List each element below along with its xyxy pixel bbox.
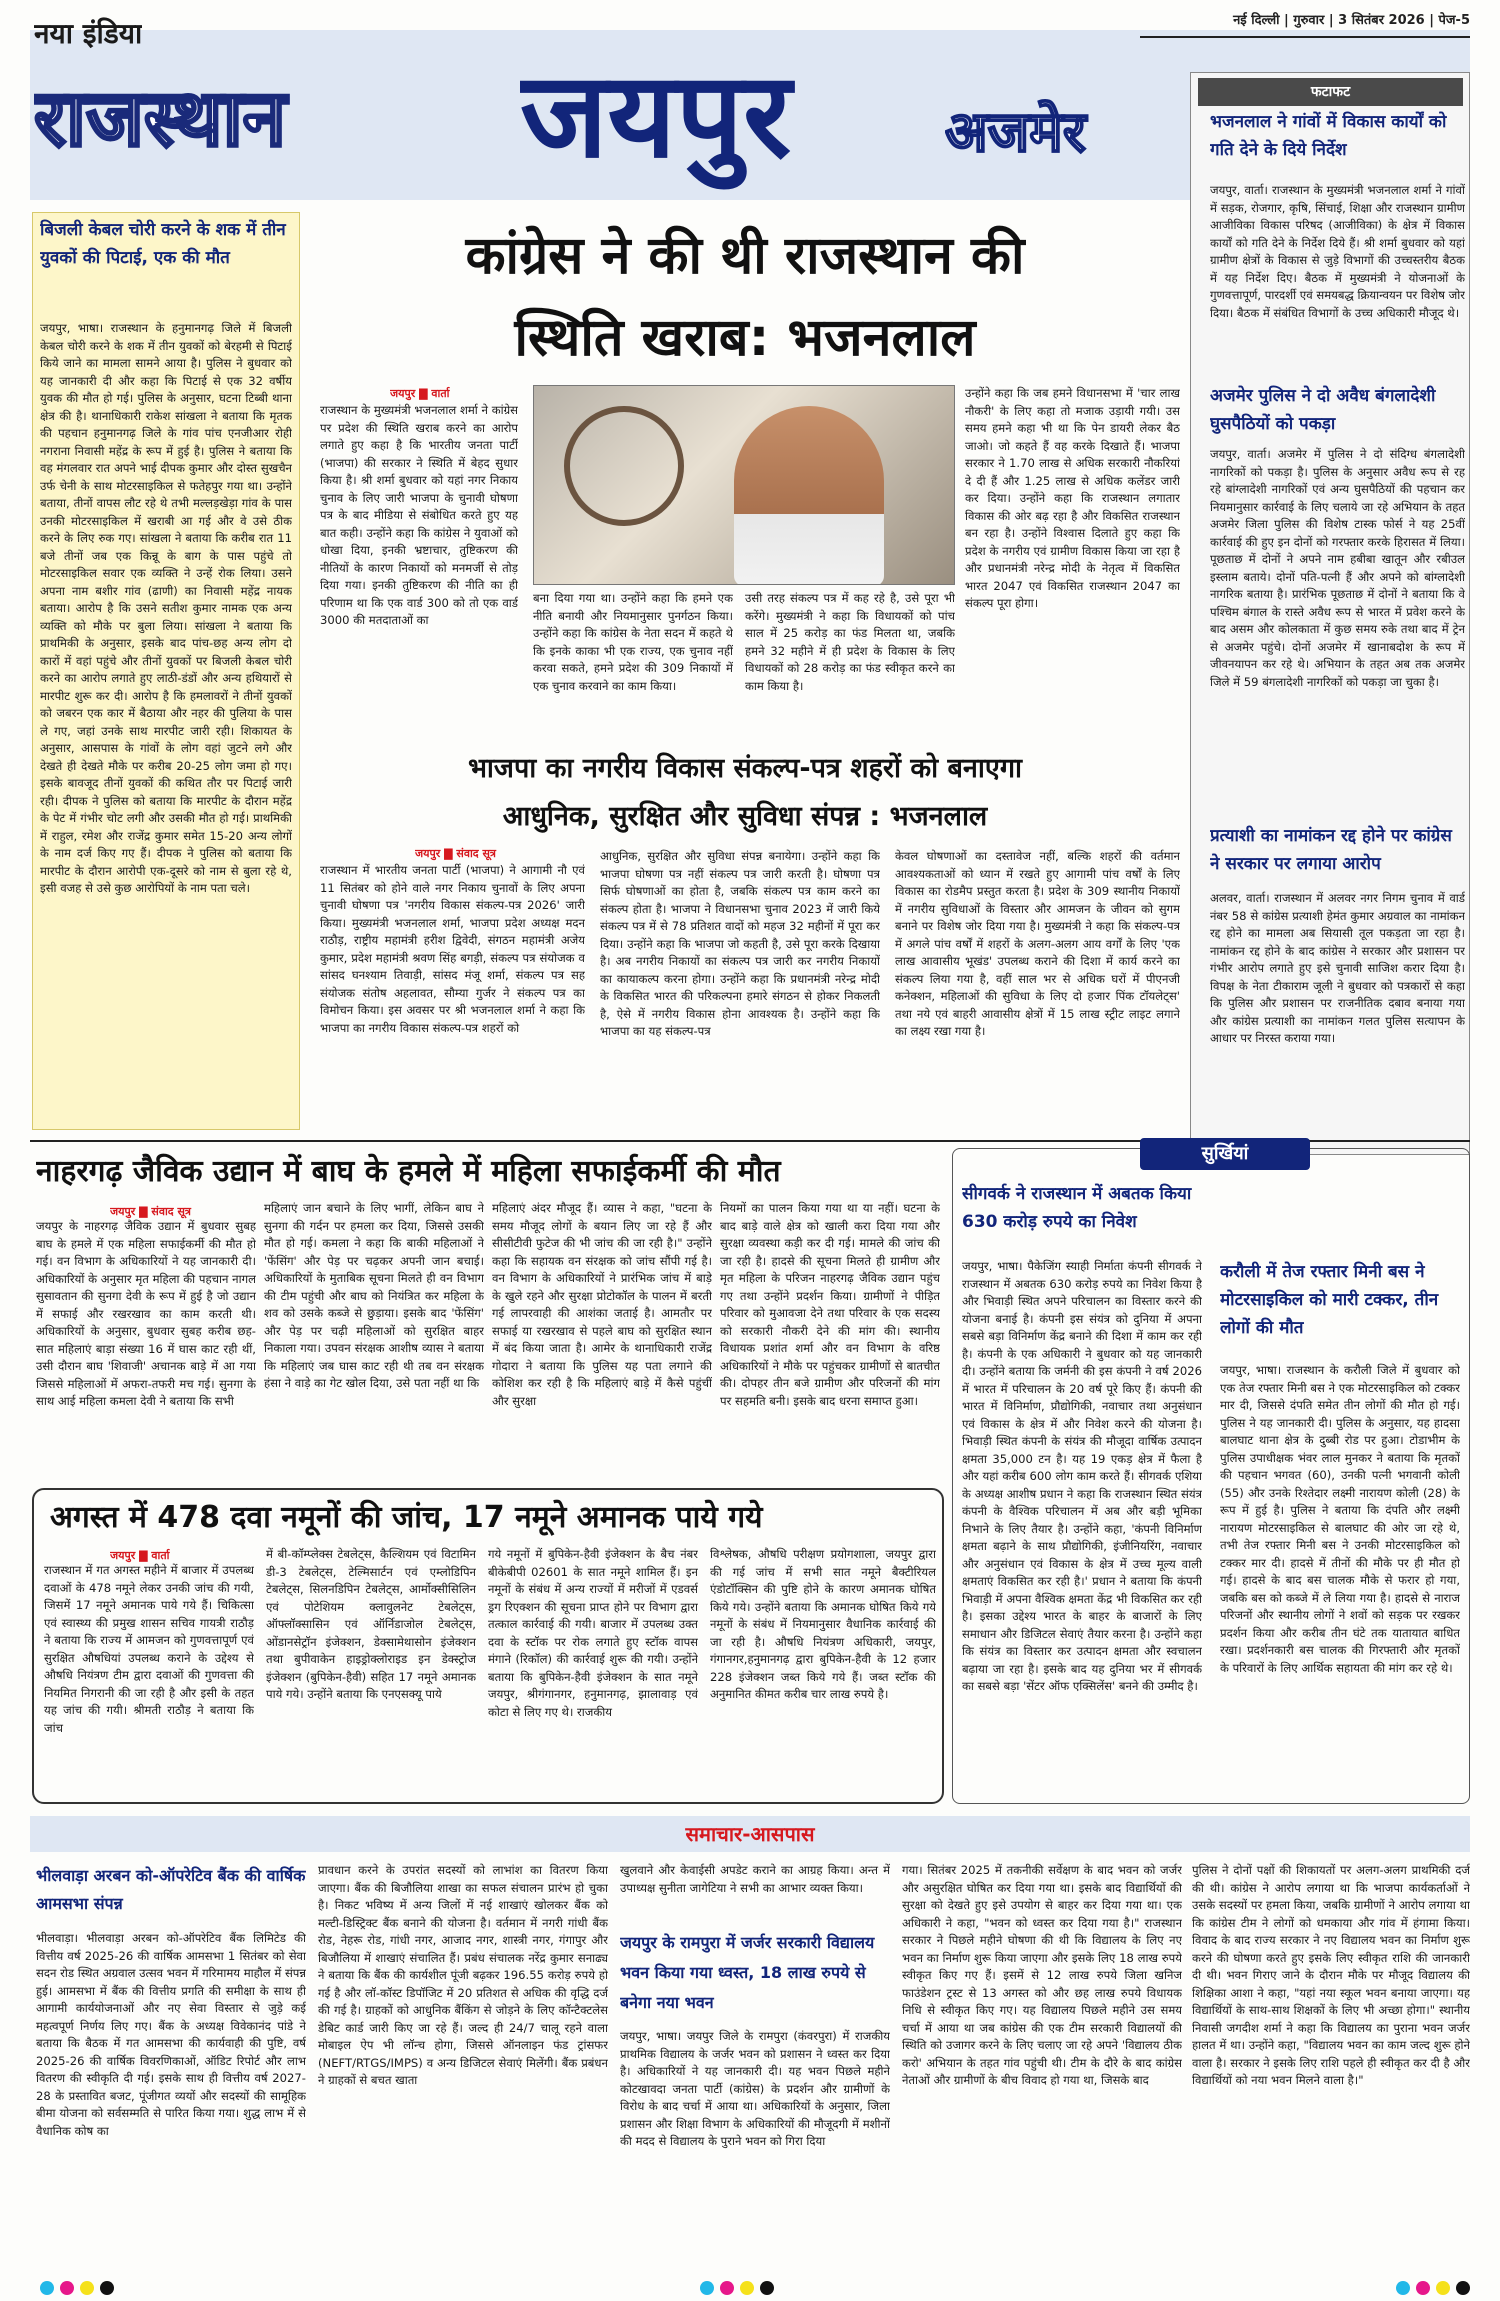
city-main-title: जयपुर (520, 46, 792, 184)
nahargarh-headline: नाहरगढ़ जैविक उद्यान में बाघ के हमले में महिला सफाईकर्मी की मौत (36, 1154, 781, 1189)
dawa-headline: अगस्त में 478 दवा नमूनों की जांच, 17 नमूने अमानक पाये गये (50, 1500, 763, 1535)
aaspaas-headline-2: जयपुर के रामपुरा में जर्जर सरकारी विद्यालय भवन किया गया ध्वस्त, 18 लाख रुपये से बनेगा नया भवन (620, 1933, 875, 2012)
dawa-column-1: राजस्थान में गत अगस्त महीने में बाजार में उपलब्ध दवाओं के 478 नमूने लेकर उनकी जांच की गयी, जिसमें 17 नमूने अमानक पाये गये हैं। चिकित्सा एवं स्वास्थ्य की प्रमुख शासन सचिव गायत्री राठौड़ ने बताया कि राज्य में आमजन को गुणवत्तापूर्ण एवं सुरक्षित औषधियां उपलब्ध कराने के उद्देश्य से औषधि नियंत्रण टीम द्वारा दवाओं की गुणवत्ता की नियमित निगरानी की जा रही है और इसी के तहत यह जांच की गयी। श्रीमती राठौड़ ने बताया कि जांच (44, 1563, 254, 1735)
bijli-headline: बिजली केबल चोरी करने के शक में तीन युवकों की पिटाई, एक की मौत (40, 220, 286, 268)
dawa-column-4: विश्लेषक, औषधि परीक्षण प्रयोगशाला, जयपुर द्वारा की गई जांच में सभी सात नमूने बैक्टीरियल एंडोटॉक्सिन की पुष्टि होने के कारण अमानक घोषित किये गये। उन्होंने बताया कि अमानक घोषित किये गये नमूनों के संबंध में नियमानुसार वैधानिक कार्रवाई की जा रही है। औषधि नियंत्रण अधिकारी, जयपुर, गंगानगर,हनुमानगढ़ द्वारा बुपिकेन-हैवी के 12 हजार 228 इंजेक्शन जब्त किये गये हैं। जब्त स्टॉक की अनुमानित कीमत करीब चार लाख रुपये है। (710, 1547, 936, 1701)
city-sub-title: अजमेर (945, 99, 1086, 165)
bjp-headline-1: भाजपा का नगरीय विकास संकल्प-पत्र शहरों को बनाएगा (467, 753, 1023, 784)
bjp-column-3: केवल घोषणाओं का दस्तावेज नहीं, बल्कि शहरों की वर्तमान आवश्यकताओं को ध्यान में रखते हुए आगामी पांच वर्षों के लिए विकास का रोडमैप प्रस्तुत करता है। प्रदेश के 309 स्थानीय निकायों में नगरीय सुविधाओं के विस्तार और आमजन के जीवन को सुगम बनाने पर विशेष जोर दिया गया है। मुख्यमंत्री ने कहा कि संकल्प-पत्र में अगले पांच वर्षों में शहरों के अलग-अलग आय वर्गों के लिए 'एक लाख आवासीय भूखंड' उपलब्ध कराने की दिशा में कार्य करने का संकल्प लिया गया है, वहीं साल भर से अधिक घरों में पीएनजी कनेक्शन, महिलाओं की सुविधा के लिए दो हजार पिंक टॉयलेट्स' तथा नये एवं बाहरी आवासीय क्षेत्रों में 15 लाख स्ट्रीट लाइट लगाने का लक्ष्य रखा गया है। (895, 849, 1180, 1038)
section-title: राजस्थान (34, 73, 287, 164)
lead-column-1: राजस्थान के मुख्यमंत्री भजनलाल शर्मा ने कांग्रेस पर प्रदेश की स्थिति खराब करने का आरोप लगाते हुए कहा है कि भारतीय जनता पार्टी (भाजपा) की सरकार ने स्थिति में बेहद सुधार किया है। श्री शर्मा बुधवार को यहां नगर निकाय चुनाव के लिए जारी भाजपा के चुनावी घोषणा पत्र के बाद मीडिया से संबोधित करते हुए यह बात कही। उन्होंने कहा कि कांग्रेस ने युवाओं को धोखा दिया, इनकी भ्रष्टाचार, तुष्टिकरण की नीतियों के कारण निकायों को मनमर्जी से तोड़ दिया गया। इनकी तुष्टिकरण की नीति का ही परिणाम था कि एक वार्ड 300 को तो एक वार्ड 3000 की मतदाताओं का (320, 403, 518, 627)
surkhiyan-headline-1: सीगवर्क ने राजस्थान में अबतक किया 630 करोड़ रुपये का निवेश (962, 1184, 1192, 1232)
nahargarh-column-4: नियमों का पालन किया गया था या नहीं। घटना के बाद बाड़े वाले क्षेत्र को खाली करा दिया गया और सुरक्षा व्यवस्था कड़ी कर दी गई। मामले की जांच की जा रही है। हादसे की सूचना मिलते ही ग्रामीण और मृत महिला के परिजन नाहरगढ़ जैविक उद्यान पहुंच गए तथा उन्होंने प्रदर्शन किया। ग्रामीणों ने पीड़ित परिवार को मुआवजा देने तथा परिवार के एक सदस्य को सरकारी नौकरी देने की मांग की। स्थानीय विधायक प्रशांत शर्मा और वन विभाग के वरिष्ठ अधिकारियों ने मौके पर पहुंचकर ग्रामीणों से बातचीत की। दोपहर तीन बजे ग्रामीण और परिजनों की मांग पर सहमति बनी। इसके बाद धरना समाप्त हुआ। (720, 1201, 940, 1408)
dawa-byline: जयपुर ▇ वार्ता (110, 1549, 170, 1562)
dateline: नई दिल्ली | गुरुवार | 3 सितंबर 2026 | पेज-5 (1233, 13, 1470, 28)
chief-minister-portrait (734, 406, 884, 585)
lead-headline-2: स्थिति खराब: भजनलाल (514, 308, 976, 368)
aaspaas-story-1: भीलवाड़ा। भीलवाड़ा अरबन को-ऑपरेटिव बैंक लिमिटेड की वित्तीय वर्ष 2025-26 की वार्षिक आमसभा 1 सितंबर को सेवा सदन रोड स्थित अग्रवाल उत्सव भवन में गरिमामय माहौल में संपन्न हुई। आमसभा में बैंक की वित्तीय प्रगति की समीक्षा के साथ ही आगामी कार्ययोजनाओं और नए सेवा विस्तार से जुड़े कई महत्वपूर्ण निर्णय लिए गए। बैंक के अध्यक्ष विवेकानंद पांडे ने बताया कि बैठक में गत आमसभा की कार्यवाही की पुष्टि, वर्ष 2025-26 की वार्षिक विवरणिकाओं, ऑडिट रिपोर्ट और लाभ वितरण की स्वीकृति दी गई। इसके साथ ही वित्तीय वर्ष 2027-28 के प्रस्तावित बजट, पूंजीगत व्ययों और सदस्यों की सामूहिक बीमा योजना को सर्वसम्मति से पारित किया गया। शुद्ध लाभ में से वैधानिक कोष का (36, 1931, 306, 2138)
lead-photo (533, 385, 955, 585)
aaspaas-story-5: पुलिस ने दोनों पक्षों की शिकायतों पर अलग-अलग प्राथमिकी दर्ज की थी। कांग्रेस ने आरोप लगाया था कि भाजपा कार्यकर्ताओं ने उसके सदस्यों पर हमला किया, जबकि ग्रामीणों ने आरोप लगाया था कि कांग्रेस टीम ने लोगों को धमकाया और गांव में हंगामा किया। विवाद के बाद राज्य सरकार ने नए विद्यालय भवन का निर्माण शुरू करने की घोषणा करते हुए इसके लिए स्वीकृत राशि की जानकारी दी थी। भवन गिराए जाने के दौरान मौके पर मौजूद विद्यालय की शिक्षिका आशा ने कहा, "यहां नया स्कूल भवन बनाया जाएगा। यह विद्यार्थियों के साथ-साथ शिक्षकों के लिए भी अच्छा होगा।" स्थानीय निवासी जगदीश शर्मा ने कहा कि विद्यालय का पुराना भवन जर्जर हालत में था। उन्होंने कहा, "विद्यालय भवन का काम जल्द शुरू होने वाला है। सरकार ने इसके लिए राशि पहले ही स्वीकृत कर दी है और विद्यार्थियों को नया भवन मिलने वाला है।" (1192, 1863, 1470, 2087)
dawa-column-3: गये नमूनों में बुपिकेन-हैवी इंजेक्शन के बैच नंबर बीकेबीपी 02601 के सात नमूने शामिल हैं। इन नमूनों के संबंध में अन्य राज्यों में मरीजों में एडवर्स ड्रग रिएक्शन की सूचना प्राप्त होने पर विभाग द्वारा तत्काल कार्रवाई की गयी। बाजार में उपलब्ध उक्त दवा के स्टॉक पर रोक लगाते हुए स्टॉक वापस मंगाने (रिकॉल) की कार्रवाई शुरू की गयी। उन्होंने बताया कि बुपिकेन-हैवी इंजेक्शन के सात नमूने जयपुर, श्रीगंगानगर, हनुमानगढ़, झालावाड़ एवं कोटा से लिए गए थे। राजकीय (488, 1547, 698, 1719)
bjp-column-1: राजस्थान में भारतीय जनता पार्टी (भाजपा) ने आगामी नौ एवं 11 सितंबर को होने वाले नगर निकाय चुनावों के लिए अपना चुनावी घोषणा पत्र 'नगरीय विकास संकल्प-पत्र 2026' जारी किया। मुख्यमंत्री भजनलाल शर्मा, भाजपा प्रदेश अध्यक्ष मदन राठौड़, राष्ट्रीय महामंत्री हरीश द्विवेदी, संगठन महामंत्री अजेय कुमार, प्रदेश महामंत्री श्रवण सिंह बगड़ी, संकल्प पत्र संयोजक व सांसद घनश्याम तिवाड़ी, सांसद मंजू शर्मा, संकल्प पत्र सह संयोजक संतोष अहलावत, सौम्या गुर्जर ने संकल्प पत्र का विमोचन किया। इस अवसर पर श्री भजनलाल शर्मा ने कहा कि भाजपा का नगरीय विकास संकल्प-पत्र शहरों को (320, 863, 585, 1035)
surkhiyan-story-2: जयपुर, भाषा। राजस्थान के करौली जिले में बुधवार को एक तेज रफ्तार मिनी बस ने एक मोटरसाइकिल को टक्कर मार दी, जिससे दंपति समेत तीन लोगों की मौत हो गई। पुलिस ने यह जानकारी दी। पुलिस के अनुसार, यह हादसा बालघाट थाना क्षेत्र के दुब्बी रोड पर हुआ। टोडाभीम के पुलिस उपाधीक्षक भंवर लाल मुनकर ने बताया कि मृतकों की पहचान भगवत (60), उनकी पत्नी भगवानी कोली (55) और उनके रिश्तेदार लक्ष्मी नारायण कोली (28) के रूप में हुई है। पुलिस ने बताया कि दंपति और लक्ष्मी नारायण मोटरसाइकिल से बालघाट की ओर जा रहे थे, तभी तेज रफ्तार मिनी बस ने उनकी मोटरसाइकिल को टक्कर मार दी। हादसे में तीनों की मौके पर ही मौत हो गई। हादसे के बाद बस चालक मौके से फरार हो गया, जबकि बस को कब्जे में ले लिया गया है। हादसे से नाराज परिजनों और स्थानीय लोगों ने शवों को सड़क पर रखकर प्रदर्शन किया और करीब तीन घंटे तक यातायात बाधित रखा। प्रदर्शनकारी बस चालक की गिरफ्तारी और मृतकों के परिवारों के लिए आर्थिक सहायता की मांग कर रहे थे। (1220, 1363, 1460, 1675)
nahargarh-column-2: महिलाएं जान बचाने के लिए भागीं, लेकिन बाघ ने सुनगा की गर्दन पर हमला कर दिया, जिससे उसकी मौत हो गई। कमला ने कहा कि बाकी महिलाओं ने 'फेंसिंग' और पेड़ पर चढ़कर अपनी जान बचाई। अधिकारियों के मुताबिक सूचना मिलते ही वन विभाग की टीम पहुंची और बाघ को नियंत्रित कर महिला के शव को उसके कब्जे से छुड़ाया। इसके बाद 'फेंसिंग' और पेड़ पर चढ़ी महिलाओं को सुरक्षित बाहर निकाला गया। उपवन संरक्षक आशीष व्यास ने बताया कि महिलाएं जब घास काट रही थी तब वन संरक्षक हंसा ने वाड़े का गेट खोल दिया, उसे पता नहीं था कि (264, 1201, 484, 1390)
aaspaas-label: समाचार-आसपास (685, 1822, 815, 1846)
fatafat-headline-3: प्रत्याशी का नामांकन रद्द होने पर कांग्रेस ने सरकार पर लगाया आरोप (1210, 826, 1452, 874)
surkhiyan-headline-2: करौली में तेज रफ्तार मिनी बस ने मोटरसाइकिल को मारी टक्कर, तीन लोगों की मौत (1220, 1262, 1439, 1338)
nahargarh-column-3: महिलाएं अंदर मौजूद हैं। व्यास ने कहा, "घटना के समय मौजूद लोगों के बयान लिए जा रहे हैं और सीसीटीवी फुटेज की भी जांच की जा रही है।" उन्होंने कहा कि सहायक वन संरक्षक को जांच सौंपी गई है। वन विभाग के अधिकारियों ने प्रारंभिक जांच में बाड़े के खुले रहने और सुरक्षा प्रोटोकॉल के पालन में बरती गई लापरवाही की आशंका जताई है। आमतौर पर सफाई या रखरखाव से पहले बाघ को सुरक्षित स्थान में बंद किया जाता है। आमेर के थानाधिकारी राजेंद्र गोदारा ने बताया कि पुलिस यह पता लगाने की कोशिश कर रही है कि महिलाएं बाड़े में कैसे पहुंचीं और सुरक्षा (492, 1201, 712, 1408)
aaspaas-story-2: प्रावधान करने के उपरांत सदस्यों को लाभांश का वितरण किया जाएगा। बैंक की बिजौलिया शाखा का सफल संचालन प्रारंभ हो चुका है। निकट भविष्य में अन्य जिलों में नई शाखाएं खोलकर बैंक को मल्टी-डिस्ट्रिक्ट बैंक बनाने की योजना है। वर्तमान में नगरी गांधी बैंक रोड, नेहरू रोड, गांधी नगर, आजाद नगर, शास्त्री नगर, गंगापुर और बिजौलिया में शाखाएं संचालित हैं। प्रबंध संचालक नरेंद्र कुमार सनाढ्य ने बताया कि बैंक की कार्यशील पूंजी बढ़कर 196.55 करोड़ रुपये हो गई है और लॉ-कॉस्ट डिपॉजिट में 20 प्रतिशत से अधिक की वृद्धि दर्ज की गई है। ग्राहकों को आधुनिक बैंकिंग से जोड़ने के लिए कॉन्टैक्टलेस डेबिट कार्ड जारी किए जा रहे हैं। जल्द ही 24/7 चालू रहने वाला मोबाइल ऐप भी लॉन्च होगा, जिससे ऑनलाइन फंड ट्रांसफर (NEFT/RTGS/IMPS) व अन्य डिजिटल सेवाएं मिलेंगी। बैंक प्रबंधन ने ग्राहकों से बचत खाता (318, 1863, 608, 2087)
aaspaas-story-4: गया। सितंबर 2025 में तकनीकी सर्वेक्षण के बाद भवन को जर्जर और असुरक्षित घोषित कर दिया गया था। इसके बाद विद्यार्थियों की सुरक्षा को देखते हुए इसे उपयोग से बाहर कर दिया गया था। एक अधिकारी ने कहा, "भवन को ध्वस्त कर दिया गया है।" राजस्थान सरकार ने पिछले महीने घोषणा की थी कि विद्यालय के लिए नए भवन का निर्माण शुरू किया जाएगा और इसके लिए 18 लाख रुपये स्वीकृत किए गए हैं। इसमें से 12 लाख रुपये जिला खनिज फाउंडेशन ट्रस्ट से 13 अगस्त को और छह लाख रुपये विधायक निधि से स्वीकृत किए गए। यह विद्यालय पिछले महीने उस समय चर्चा में आया था जब कांग्रेस की एक टीम सरकारी विद्यालयों की स्थिति को उजागर करने के लिए चलाए जा रहे अपने 'विद्यालय ठीक करो' अभियान के तहत गांव पहुंची थी। टीम के दौरे के बाद कांग्रेस नेताओं और ग्रामीणों के बीच विवाद हो गया था, जिसके बाद (902, 1863, 1182, 2087)
brand-logo: नया इंडिया (34, 17, 143, 50)
bjp-column-2: आधुनिक, सुरक्षित और सुविधा संपन्न बनायेगा। उन्होंने कहा कि भाजपा घोषणा पत्र नहीं संकल्प पत्र जारी करती है। घोषणा पत्र सिर्फ घोषणाओं का होता है, जबकि संकल्प पत्र काम करने का संकल्प होता है। भाजपा ने विधानसभा चुनाव 2023 में जारी किये संकल्प पत्र में से 78 प्रतिशत वादों को महज 32 महीनों में पूरा कर दिया। उन्होंने कहा कि भाजपा जो कहती है, उसे पूरा करके दिखाया है। अब नगरीय निकायों का संकल्प पत्र जारी कर नगरीय निकायों का कायाकल्प करना होगा। उन्होंने कहा कि प्रधानमंत्री नरेन्द्र मोदी के विकसित भारत की परिकल्पना हमारे संगठन से होकर निकलती है, ऐसे में नगरीय विकास होना आवश्यक है। उन्होंने कहा कि भाजपा का यह संकल्प-पत्र (600, 849, 880, 1038)
bjp-byline: जयपुर ▇ संवाद सूत्र (415, 847, 496, 860)
aaspaas-story-3-top: खुलवाने और केवाईसी अपडेट कराने का आग्रह किया। अन्त में उपाध्यक्ष सुनीता जागेटिया ने सभी का आभार व्यक्त किया। (620, 1863, 890, 1895)
fatafat-story-3: अलवर, वार्ता। राजस्थान में अलवर नगर निगम चुनाव में वार्ड नंबर 58 से कांग्रेस प्रत्याशी हेमंत कुमार अग्रवाल का नामांकन रद्द होने का मामला अब सियासी तूल पकड़ता जा रहा है। नामांकन रद्द होने के बाद कांग्रेस ने सरकार और प्रशासन पर गंभीर आरोप लगाते हुए इसे चुनावी साजिश करार दिया है। विपक्ष के नेता टीकाराम जूली ने बुधवार को पत्रकारों से कहा कि पुलिस और प्रशासन पर राजनीतिक दबाव बनाया गया और कांग्रेस प्रत्याशी का नामांकन गलत पुलिस सत्यापन के आधार पर निरस्त कराया गया। (1210, 891, 1465, 1045)
fatafat-label: फटाफट (1198, 78, 1463, 106)
aaspaas-headline-1: भीलवाड़ा अरबन को-ऑपरेटिव बैंक की वार्षिक आमसभा संपन्न (36, 1866, 306, 1913)
lead-byline: जयपुर ▇ वार्ता (390, 387, 450, 400)
color-registration-center (700, 2281, 774, 2295)
fatafat-story-1: जयपुर, वार्ता। राजस्थान के मुख्यमंत्री भजनलाल शर्मा ने गांवों में सड़क, रोजगार, कृषि, सिंचाई, शिक्षा और राजस्थान ग्रामीण आजीविका विकास परिषद (आजीविका) के क्षेत्र में विकास कार्यों को गति देने के निर्देश दिये हैं। श्री शर्मा बुधवार को यहां ग्रामीण क्षेत्रों के विकास से जुड़े विभागों की उच्चस्तरीय बैठक में यह निर्देश दिए। बैठक में मुख्यमंत्री ने योजनाओं के गुणवत्तापूर्ण, पारदर्शी एवं समयबद्ध क्रियान्वयन पर विशेष जोर दिया। बैठक में संबंधित विभागों के उच्च अधिकारी मौजूद थे। (1210, 183, 1465, 320)
bjp-headline-2: आधुनिक, सुरक्षित और सुविधा संपन्न : भजनलाल (502, 801, 988, 832)
fatafat-story-2: जयपुर, वार्ता। अजमेर में पुलिस ने दो संदिग्ध बंगलादेशी नागरिकों को पकड़ा है। पुलिस के अनुसार अवैध रूप से रह रहे बांग्लादेशी नागरिकों एवं अन्य घुसपैठियों की पहचान कर नियमानुसार कार्रवाई के लिए चलाये जा रहे अभियान के तहत अजमेर जिला पुलिस की विशेष टास्क फोर्स ने यह 25वीं कार्रवाई की हुए इन दोनों को गरफ्तार करके हिरासत में लिया। पूछताछ में दोनों ने अपने नाम हबीबा खातून और रबीउल इस्लाम बताये। दोनों पति-पत्नी हैं और अपने को बांग्लादेशी नागरिक बताया है। प्रारंभिक पूछताछ में दोनों ने बताया कि वे पश्चिम बंगाल के रास्ते अवैध रूप से भारत में प्रवेश करने के बाद असम और कोलकाता में कुछ समय रुके तथा बाद में ट्रेन से अजमेर पहुंचे। दोनों अजमेर में खानाबदोश के रूप में जीवनयापन कर रहे थे। अभियान के तहत अब तक अजमेर जिले में 59 बंगलादेशी नागरिकों को पकड़ा जा चुका है। (1210, 447, 1465, 689)
fatafat-headline-1: भजनलाल ने गांवों में विकास कार्यों को गति देने के दिये निर्देश (1210, 112, 1447, 160)
lead-column-2: बना दिया गया था। उन्होंने कहा कि हमने एक नीति बनायी और नियमानुसार पुनर्गठन किया। उन्होंने कहा कि कांग्रेस के नेता सदन में कहते थे कि इनके काका भी एक राज्य, एक चुनाव नहीं करवा सकते, हमने प्रदेश की 309 निकायों में एक चुनाव करवाने का काम किया। (533, 591, 733, 693)
color-registration-right (1396, 2281, 1470, 2295)
nahargarh-column-1: जयपुर के नाहरगढ़ जैविक उद्यान में बुधवार सुबह बाघ के हमले में एक महिला सफाईकर्मी की मौत हो गई। वन विभाग के अधिकारियों ने यह जानकारी दी। अधिकारियों के अनुसार मृत महिला की पहचान नागल सुसावतान की सुनगा देवी के रूप में हुई है जो उद्यान में सफाई और रखरखाव का काम करती थी। अधिकारियों के अनुसार, बुधवार सुबह करीब छह-सात महिलाएं बाड़ा संख्या 16 में घास काट रही थीं, उसी दौरान बाघ 'शिवाजी' अचानक बाड़े में आ गया जिससे महिलाओं में अफरा-तफरी मच गई। सुनगा के साथ आई महिला कमला देवी ने बताया कि सभी (36, 1219, 256, 1408)
color-registration-left (40, 2281, 114, 2295)
dawa-column-2: में बी-कॉम्प्लेक्स टेबलेट्स, कैल्शियम एवं विटामिन डी-3 टेबलेट्स, टेल्मिसार्टन एवं एम्लोडिपिन टेबलेट्स, सिलनडिपिन टेबलेट्स, आर्मोक्सीसिलिन एवं पोटेशियम क्लावुलनेट टेबलेट्स, ऑफ्लॉक्सासिन एवं ऑर्निडाजोल टेबलेट्स, ओंडानसेट्रॉन इंजेक्शन, डेक्सामेथासोन इंजेक्शन तथा बुपीवाकेन हाइड्रोक्लोराइड इन डेक्स्ट्रोज इंजेक्शन (बुपिकेन-हैवी) सहित 17 नमूने अमानक पाये गये। उन्होंने बताया कि एनएसक्यू पाये (266, 1547, 476, 1701)
lead-column-3: उसी तरह संकल्प पत्र में कह रहे है, उसे पूरा भी करेंगे। मुख्यमंत्री ने कहा कि विधायकों को पांच साल में 25 करोड़ का फंड मिलता था, जबकि हमने 32 महीने में ही प्रदेश के विकास के लिए विधायकों को 28 करोड़ का फंड स्वीकृत करने का काम किया है। (745, 591, 955, 693)
surkhiyan-label: सुर्खियां (1140, 1138, 1310, 1170)
charkha-graphic (564, 406, 684, 526)
fatafat-headline-2: अजमेर पुलिस ने दो अवैध बंगलादेशी घुसपैठियों को पकड़ा (1210, 386, 1436, 434)
lead-column-4: उन्होंने कहा कि जब हमने विधानसभा में 'चार लाख नौकरी' के लिए कहा तो मजाक उड़ायी गयी। उस समय हमने कहा भी था कि पेन डायरी लेकर बैठ जाओ। जो कहते हैं वह करके दिखाते हैं। भाजपा सरकार ने 1.70 लाख से अधिक सरकारी नौकरियां दे दी हैं और 1.25 लाख से अधिक कलेंडर जारी कर दिया। उन्होंने कहा कि राजस्थान लगातार विकास की ओर बढ़ रहा है और विकसित राजस्थान बन रहा है। उन्होंने विश्वास दिलाते हुए कहा कि प्रदेश के नगरीय एवं ग्रामीण विकास किया जा रहा है और प्रधानमंत्री नरेन्द्र मोदी के नेतृत्व में विकसित भारत 2047 एवं विकसित राजस्थान 2047 का संकल्प पूरा होगा। (965, 386, 1180, 610)
nahargarh-byline: जयपुर ▇ संवाद सूत्र (110, 1205, 191, 1218)
lead-headline-1: कांग्रेस ने की थी राजस्थान की (465, 226, 1025, 286)
surkhiyan-story-1: जयपुर, भाषा। पैकेजिंग स्याही निर्माता कंपनी सीगवर्क ने राजस्थान में अबतक 630 करोड़ रुपये का निवेश किया है और भिवाड़ी स्थित अपने परिचालन का विस्तार करने की योजना बनाई है। कंपनी इस संयंत्र को दुनिया में अपना सबसे बड़ा विनिर्माण केंद्र बनाने की दिशा में काम कर रही है। कंपनी के एक अधिकारी ने बुधवार को यह जानकारी दी। उन्होंने बताया कि जर्मनी की इस कंपनी ने वर्ष 2026 में भारत में परिचालन के 20 वर्ष पूरे किए हैं। कंपनी की भारत में विनिर्माण, प्रौद्योगिकी, नवाचार तथा अनुसंधान एवं विकास के क्षेत्र में और निवेश करने की योजना है। भिवाड़ी स्थित कंपनी के संयंत्र की मौजूदा वार्षिक उत्पादन क्षमता 35,000 टन है। यह 19 एकड़ क्षेत्र में फैला है और यहां करीब 600 लोग काम करते हैं। सीगवर्क एशिया के अध्यक्ष आशीष प्रधान ने कहा कि राजस्थान स्थित संयंत्र कंपनी के वैश्विक परिचालन में अब और बड़ी भूमिका निभाने के लिए तैयार है। उन्होंने कहा, 'कंपनी विनिर्माण क्षमता बढ़ाने के साथ प्रौद्योगिकी, इंजीनियरिंग, नवाचार और अनुसंधान एवं विकास के क्षेत्र में उच्च मूल्य वाली क्षमताएं विकसित कर रही है।' प्रधान ने बताया कि कंपनी भिवाड़ी में अपना वैश्विक क्षमता केंद्र भी विकसित कर रही है। इसका उद्देश्य भारत के बाहर के बाजारों के लिए समाधान और डिजिटल सेवाएं तैयार करना है। उन्होंने कहा कि संयंत्र का विस्तार कर उत्पादन क्षमता और स्वचालन बढ़ाया जा रहा है। इसके बाद यह दुनिया भर में सीगवर्क का सबसे बड़ा 'सेंटर ऑफ एक्सिलेंस' बनने की उम्मीद है। (962, 1259, 1202, 1693)
aaspaas-story-3: जयपुर, भाषा। जयपुर जिले के रामपुरा (कंवरपुरा) में राजकीय प्राथमिक विद्यालय के जर्जर भवन को प्रशासन ने ध्वस्त कर दिया है। अधिकारियों ने यह जानकारी दी। यह भवन पिछले महीने कोटखावदा जनता पार्टी (कांग्रेस) के प्रदर्शन और ग्रामीणों के विरोध के बाद चर्चा में आया था। अधिकारियों के अनुसार, जिला प्रशासन और शिक्षा विभाग के अधिकारियों की मौजूदगी में मशीनों की मदद से विद्यालय के पुराने भवन को गिरा दिया (620, 2029, 890, 2148)
bijli-story: जयपुर, भाषा। राजस्थान के हनुमानगढ़ जिले में बिजली केबल चोरी करने के शक में तीन युवकों को बेरहमी से पिटाई किये जाने का मामला सामने आया है। पुलिस ने बुधवार को यह जानकारी दी और कहा कि पिटाई से एक 32 वर्षीय युवक की मौत हो गई। पुलिस के अनुसार, घटना टिब्बी थाना क्षेत्र की है। थानाधिकारी राकेश सांखला ने बताया कि मृतक की पहचान हनुमानगढ़ जिले के गांव पांच एनजीआर रोही नगराना निवासी महेंद्र के रूप में हुई है। पुलिस ने बताया कि वह मंगलवार रात अपने भाई दीपक कुमार और दोस्त सुखचैन उर्फ चेनी के साथ मोटरसाइकिल से फतेहपुर गया था। उन्होंने बताया, तीनों वापस लौट रहे थे तभी मल्लड़खेड़ा गांव के पास उनकी मोटरसाइकिल में खराबी आ गई और वे उसे ठीक करने के लिए रुक गए। सांखला ने बताया कि करीब रात 11 बजे तीनों जब एक किन्नू के बाग के पास पहुंचे तो मोटरसाइकिल सवार एक व्यक्ति ने उन्हें रोक लिया। उसने अपना नाम बशीर गांव (ढाणी) का निवासी महेंद्र नायक बताया। आरोप है कि उसने सतीश कुमार नामक एक अन्य व्यक्ति को मौके पर बुला लिया। सांखला ने बताया कि प्राथमिकी के अनुसार, इसके बाद पांच-छह अन्य लोग दो कारों में वहां पहुंचे और तीनों युवकों पर बिजली केबल चोरी करने का आरोप लगाते हुए लाठी-डंडों और अन्य हथियारों से मारपीट शुरू कर दी। आरोप है कि हमलावरों ने तीनों युवकों को जबरन एक कार में बैठाया और नहर की पुलिया के पास ले गए, जहां उनके साथ मारपीट जारी रही। शिकायत के अनुसार, आसपास के गांवों के लोग वहां जुटने लगे और देखते ही देखते मौके पर करीब 20-25 लोग जमा हो गए। इसके बावजूद तीनों युवकों की कथित तौर पर पिटाई जारी रही। दीपक ने पुलिस को बताया कि मारपीट के दौरान महेंद्र के पेट में गंभीर चोट लगी और उसकी मौत हो गई। प्राथमिकी में राहुल, रमेश और राजेंद्र कुमार समेत 15-20 अन्य लोगों के नाम दर्ज किए गए हैं। दीपक ने पुलिस को बताया कि मारपीट के दौरान आरोपी एक-दूसरे को नाम से बुला रहे थे, इसी वजह से उसे कुछ आरोपियों के नाम पता चले। (40, 321, 292, 895)
